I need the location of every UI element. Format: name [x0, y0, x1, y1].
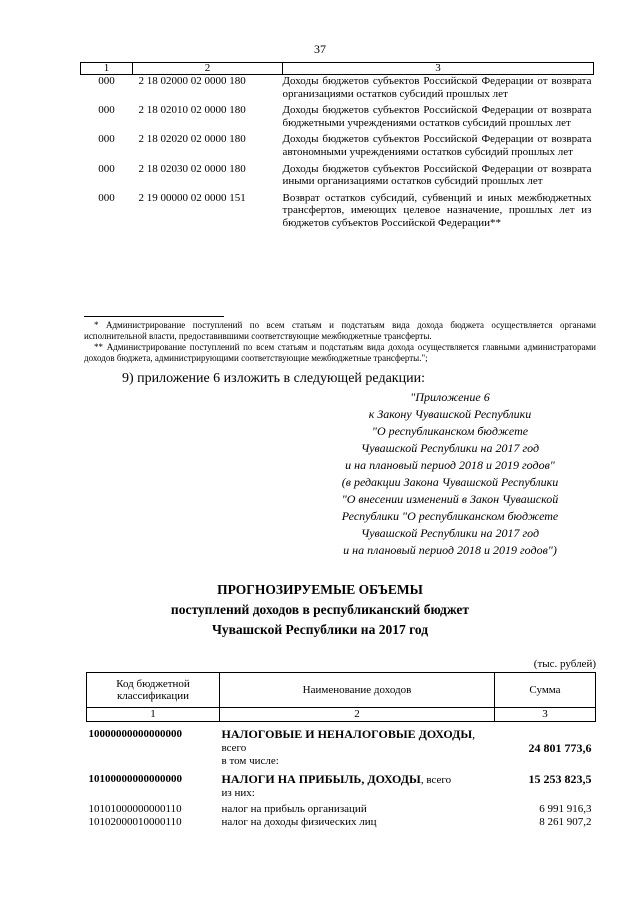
- appendix-line: "О внесении изменений в Закон Чувашской: [341, 492, 559, 506]
- table-row: [81, 133, 594, 162]
- table-row: [87, 768, 596, 787]
- revenue-name-tail: , всего: [420, 774, 452, 786]
- table-row: [81, 163, 594, 192]
- admin-code: 000: [98, 162, 115, 175]
- admin-code: 000: [98, 133, 115, 146]
- revenue-name: Возврат остатков субсидий, субвенций и иных межбюджетных трансфертов, имеющих целевое назначение, прошлых лет из бюджетов субъектов Российской Федерации**: [282, 191, 592, 229]
- table-row: [81, 75, 594, 105]
- table-number-row: [87, 708, 596, 722]
- budget-code: 10100000000000000: [88, 773, 182, 785]
- appendix-line: Республики "О республиканском бюджете: [341, 509, 559, 523]
- header-code: Код бюджетной классификации: [87, 673, 220, 708]
- revenue-name-continued: всего: [221, 742, 247, 754]
- revenue-name-bold: НАЛОГОВЫЕ И НЕНАЛОГОВЫЕ ДОХОДЫ: [221, 727, 473, 741]
- table-row: [87, 816, 596, 829]
- table-row: [87, 722, 596, 743]
- column-number: 3: [283, 63, 594, 75]
- budget-code: 10101000000000110: [88, 803, 182, 815]
- column-number: 1: [87, 708, 220, 722]
- budget-code: 2 18 02000 02 0000 180: [138, 75, 246, 87]
- document-subtitle: Чувашской Республики на 2017 год: [211, 622, 429, 637]
- document-subtitle: поступлений доходов в республиканский бюджет: [170, 602, 470, 617]
- revenue-name: налог на доходы физических лиц: [221, 816, 377, 828]
- admin-code: 000: [98, 191, 115, 204]
- revenue-name: [220, 722, 495, 743]
- sub-label: в том числе:: [221, 755, 279, 767]
- budget-code: 2 18 02020 02 0000 180: [138, 133, 246, 146]
- footnote-1: * Администрирование поступлений по всем статьям и подстатьям вида дохода бюджета осуществляется органами исполнительной власти, предоставившими соответствующие межбюджетные трансферты.: [84, 320, 596, 341]
- document-title: ПРОГНОЗИРУЕМЫЕ ОБЪЕМЫ: [217, 582, 423, 597]
- budget-code: 2 19 00000 02 0000 151: [138, 191, 246, 204]
- sub-label: из них:: [221, 787, 255, 799]
- footnotes: [84, 320, 596, 364]
- revenue-name: Доходы бюджетов субъектов Российской Федерации от возврата автономными учреждениями остатков субсидий прошлых лет: [282, 133, 592, 158]
- budget-code: 2 18 02010 02 0000 180: [138, 104, 246, 117]
- revenue-name-bold: НАЛОГИ НА ПРИБЫЛЬ, ДОХОДЫ: [221, 772, 421, 786]
- amendment-item: 9) приложение 6 изложить в следующей редакции:: [122, 371, 425, 386]
- page-number: 37: [314, 42, 326, 56]
- revenue-name: Доходы бюджетов субъектов Российской Федерации от возврата бюджетными учреждениями остатков субсидий прошлых лет: [282, 104, 592, 129]
- revenue-sum: 15 253 823,5: [528, 772, 592, 786]
- footnote-2: ** Администрирование поступлений по всем статьям и подстатьям вида дохода осуществляется главными администраторами доходов бюджета, администрирующими соответствующие межбюджетные трансферты.";: [84, 342, 596, 363]
- appendix-line: (в редакции Закона Чувашской Республики: [341, 475, 559, 489]
- budget-code: 2 18 02030 02 0000 180: [138, 162, 246, 175]
- appendix-line: к Закону Чувашской Республики: [368, 407, 532, 421]
- column-number: 3: [495, 708, 596, 722]
- revenue-name: [220, 768, 495, 787]
- revenue-name: Доходы бюджетов субъектов Российской Федерации от возврата иными организациями остатков субсидий прошлых лет: [282, 162, 592, 188]
- revenue-sum: 8 261 907,2: [539, 816, 592, 828]
- header-name: Наименование доходов: [220, 673, 495, 708]
- header-sum: Сумма: [495, 673, 596, 708]
- table-row: [87, 800, 596, 816]
- table-row: [81, 192, 594, 230]
- table-row: [81, 104, 594, 133]
- appendix-reference: [300, 389, 600, 559]
- table-row: [87, 742, 596, 755]
- appendix-line: Чувашской Республики на 2017 год: [360, 526, 540, 540]
- units-label: (тыс. рублей): [533, 658, 596, 670]
- revenue-codes-table: [80, 62, 594, 230]
- column-number: 2: [220, 708, 495, 722]
- footnote-divider: [84, 316, 224, 317]
- table-row: [87, 787, 596, 800]
- appendix-line: "Приложение 6: [410, 390, 490, 404]
- table-row: [87, 755, 596, 768]
- revenue-name: Доходы бюджетов субъектов Российской Федерации от возврата организациями остатков субсидий прошлых лет: [282, 75, 592, 100]
- appendix-line: "О республиканском бюджете: [371, 424, 529, 438]
- appendix-line: Чувашской Республики на 2017 год: [360, 441, 540, 455]
- revenue-forecast-table: [86, 672, 596, 829]
- table-header-row: [87, 673, 596, 708]
- appendix-line: и на плановый период 2018 и 2019 годов": [345, 458, 555, 472]
- admin-code: 000: [98, 104, 115, 117]
- revenue-sum: 6 991 916,3: [539, 803, 592, 815]
- appendix-line: и на плановый период 2018 и 2019 годов"): [343, 543, 557, 557]
- table-header-row: [81, 63, 594, 75]
- column-number: 1: [81, 63, 133, 75]
- revenue-sum: 24 801 773,6: [528, 741, 592, 755]
- revenue-name-tail: ,: [472, 727, 476, 741]
- budget-code: 10102000010000110: [88, 816, 182, 828]
- admin-code: 000: [98, 75, 115, 87]
- revenue-name: налог на прибыль организаций: [221, 803, 367, 815]
- budget-code: 10000000000000000: [88, 728, 182, 740]
- column-number: 2: [133, 63, 283, 75]
